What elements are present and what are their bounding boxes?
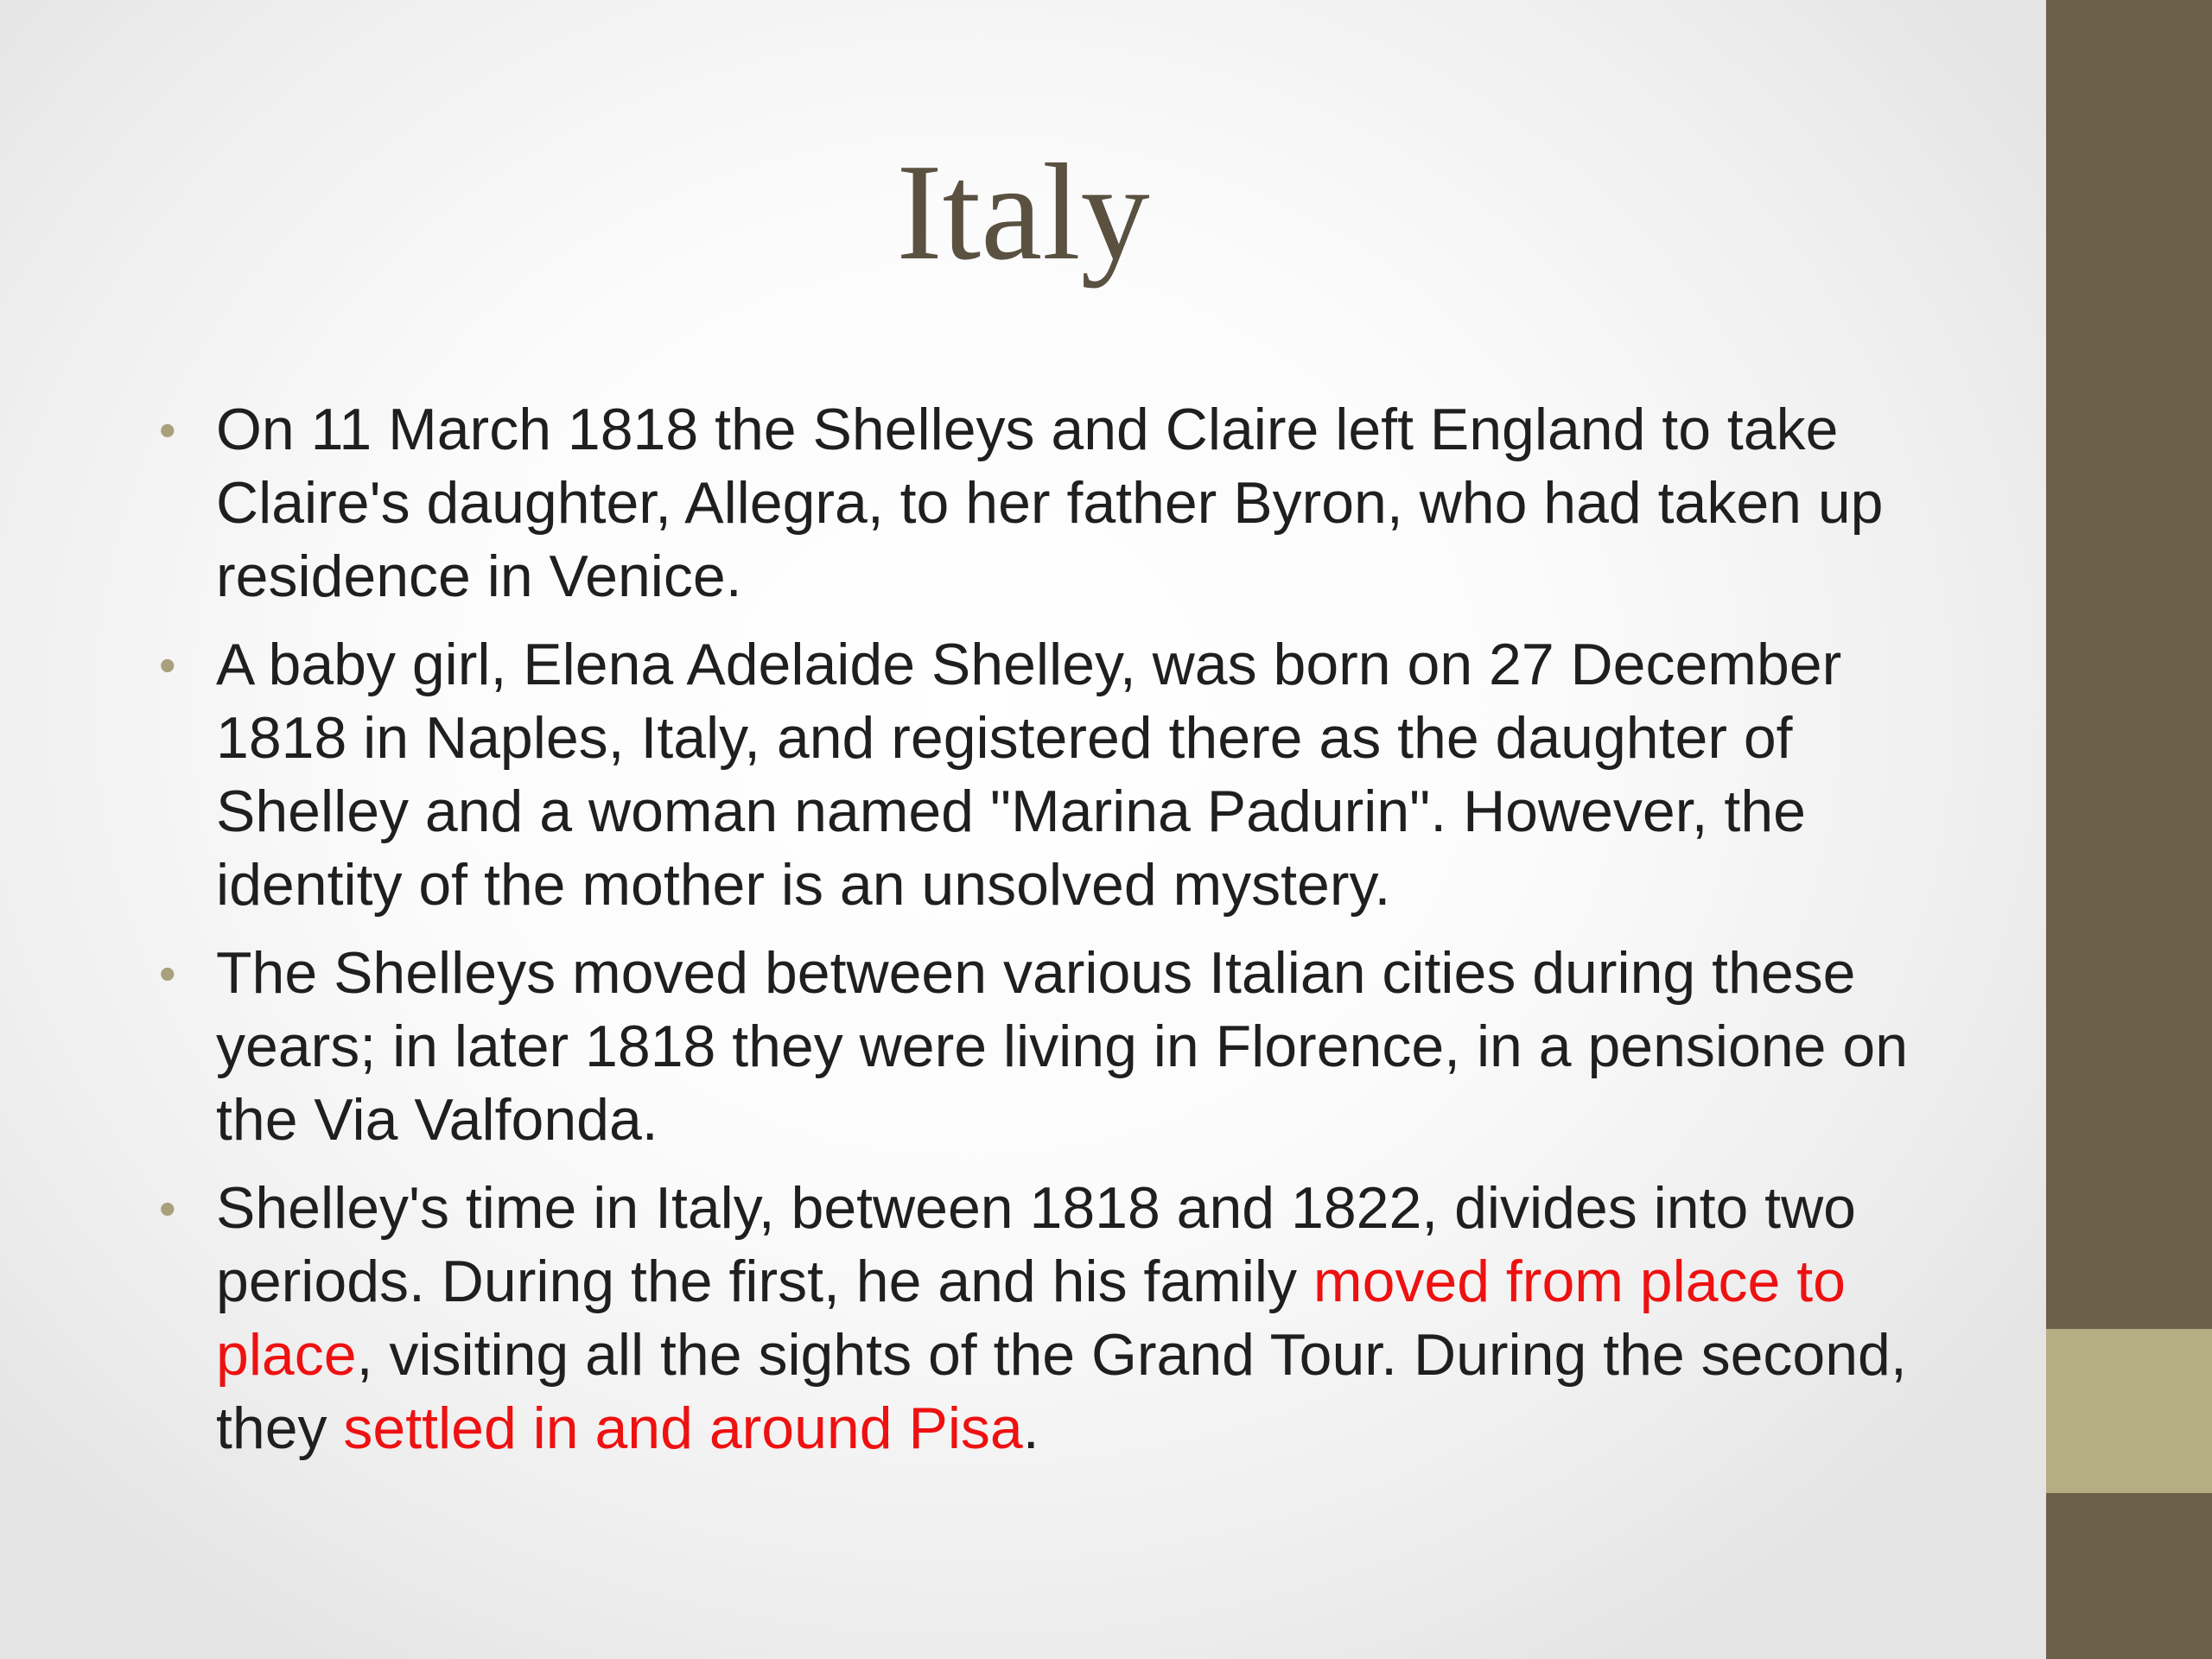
- bullet-list: [156, 393, 1961, 1480]
- highlighted-text-settled: settled in and around Pisa: [343, 1395, 1023, 1461]
- bullet-text: On 11 March 1818 the Shelleys and Claire left England to take Claire's daughter, Allegra, to her father Byron, who had taken up residence in Venice.: [216, 397, 1884, 609]
- bullet-text-part-1: Shelley's time in Italy, between 1818 and 1822, divides into two periods. During the first, he and his family: [216, 1175, 1856, 1314]
- bullet-item-1: [156, 393, 1961, 613]
- bullet-icon: •: [159, 1181, 176, 1236]
- highlighted-text-moved: moved from place to place: [216, 1249, 1846, 1388]
- bullet-text: The Shelleys moved between various Italian cities during these years; in later 1818 they were living in Florence, in a pensione on the Via Valfonda.: [216, 940, 1909, 1153]
- slide-title: Italy: [896, 135, 1150, 289]
- bullet-icon: •: [159, 403, 176, 457]
- bullet-text-part-3: .: [1022, 1395, 1039, 1461]
- bullet-text: A baby girl, Elena Adelaide Shelley, was born on 27 December 1818 in Naples, Italy, and registered there as the daughter of Shelley and a woman named "Marina Padurin". However, the identity of the mother is an unsolved mystery.: [216, 632, 1842, 918]
- bullet-text-part-2: , visiting all the sights of the Grand Tour. During the second, they: [216, 1322, 1907, 1461]
- bullet-icon: •: [159, 638, 176, 692]
- bullet-item-2: [156, 628, 1961, 922]
- sidebar-accent-block: [2046, 1329, 2212, 1493]
- bullet-item-3: [156, 937, 1961, 1157]
- bullet-item-4: [156, 1172, 1961, 1465]
- bullet-icon: •: [159, 946, 176, 1001]
